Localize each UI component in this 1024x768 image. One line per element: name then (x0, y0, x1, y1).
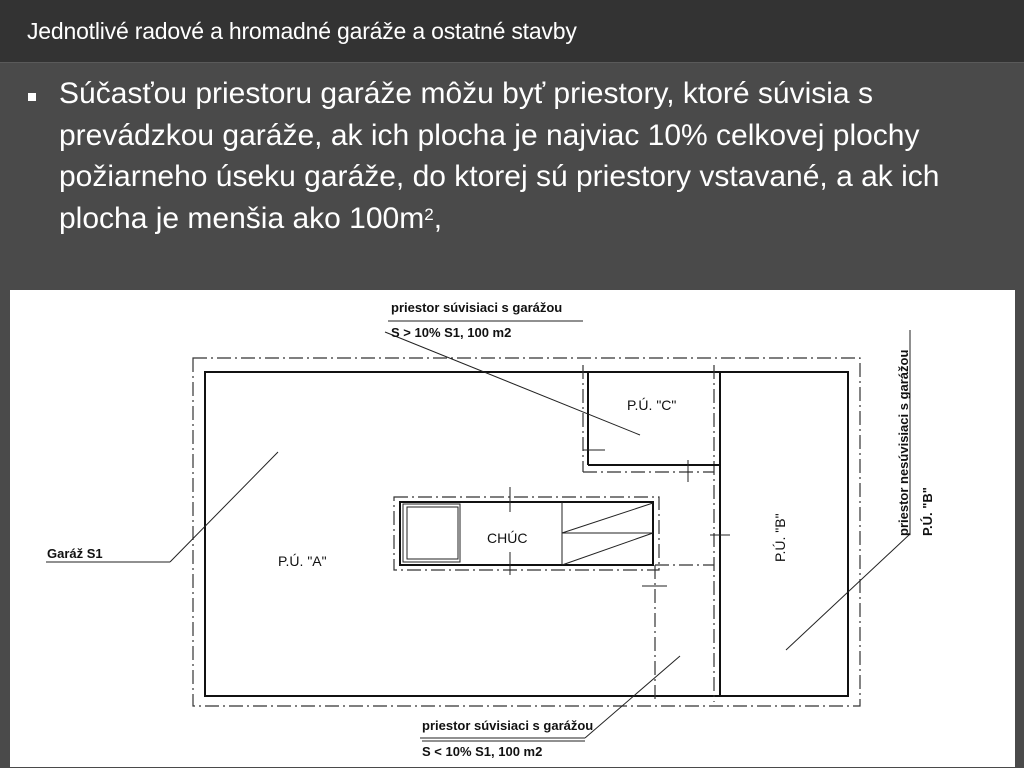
room-b-label: P.Ú. "B" (772, 513, 788, 562)
bullet-main-text: Súčasťou priestoru garáže môžu byť priestory, ktoré súvisia s prevádzkou garáže, ak ich plocha je najviac 10% celkovej plochy požiarneho úseku garáže, do ktorej sú priestory vstavané, a ak ich plocha je menšia ako 100m (59, 77, 940, 235)
label-bottom-line1: priestor súvisiaci s garážou (422, 718, 594, 733)
label-garage: Garáž S1 (47, 546, 103, 561)
label-right-line1: priestor nesúvisiaci s garážou (896, 349, 911, 536)
label-top-line2: S > 10% S1, 100 m2 (391, 325, 512, 340)
floor-plan-drawing (10, 290, 1015, 767)
leader-garage (170, 452, 278, 562)
stair-flight-2 (562, 533, 653, 565)
bullet-tail: , (433, 201, 443, 235)
slide-title: Jednotlivé radové a hromadné garáže a ostatné stavby (27, 18, 577, 44)
room-c-label: P.Ú. "C" (627, 397, 677, 413)
label-top-line1: priestor súvisiaci s garážou (391, 300, 563, 315)
label-right-line2: P.Ú. "B" (920, 487, 935, 536)
floor-plan-svg (10, 290, 1015, 767)
bullet-marker (28, 93, 36, 101)
chuc-label: CHÚC (487, 530, 528, 546)
stair-flight-1 (562, 503, 653, 533)
bullet-text (59, 73, 1009, 239)
title-bar (0, 0, 1024, 63)
label-bottom-line2: S < 10% S1, 100 m2 (422, 744, 543, 759)
leader-top (385, 332, 640, 435)
elevator-shaft (407, 507, 458, 559)
bullet-superscript: 2 (424, 204, 434, 224)
elevator-shaft-outer (403, 504, 460, 562)
room-a-label: P.Ú. "A" (278, 553, 327, 569)
